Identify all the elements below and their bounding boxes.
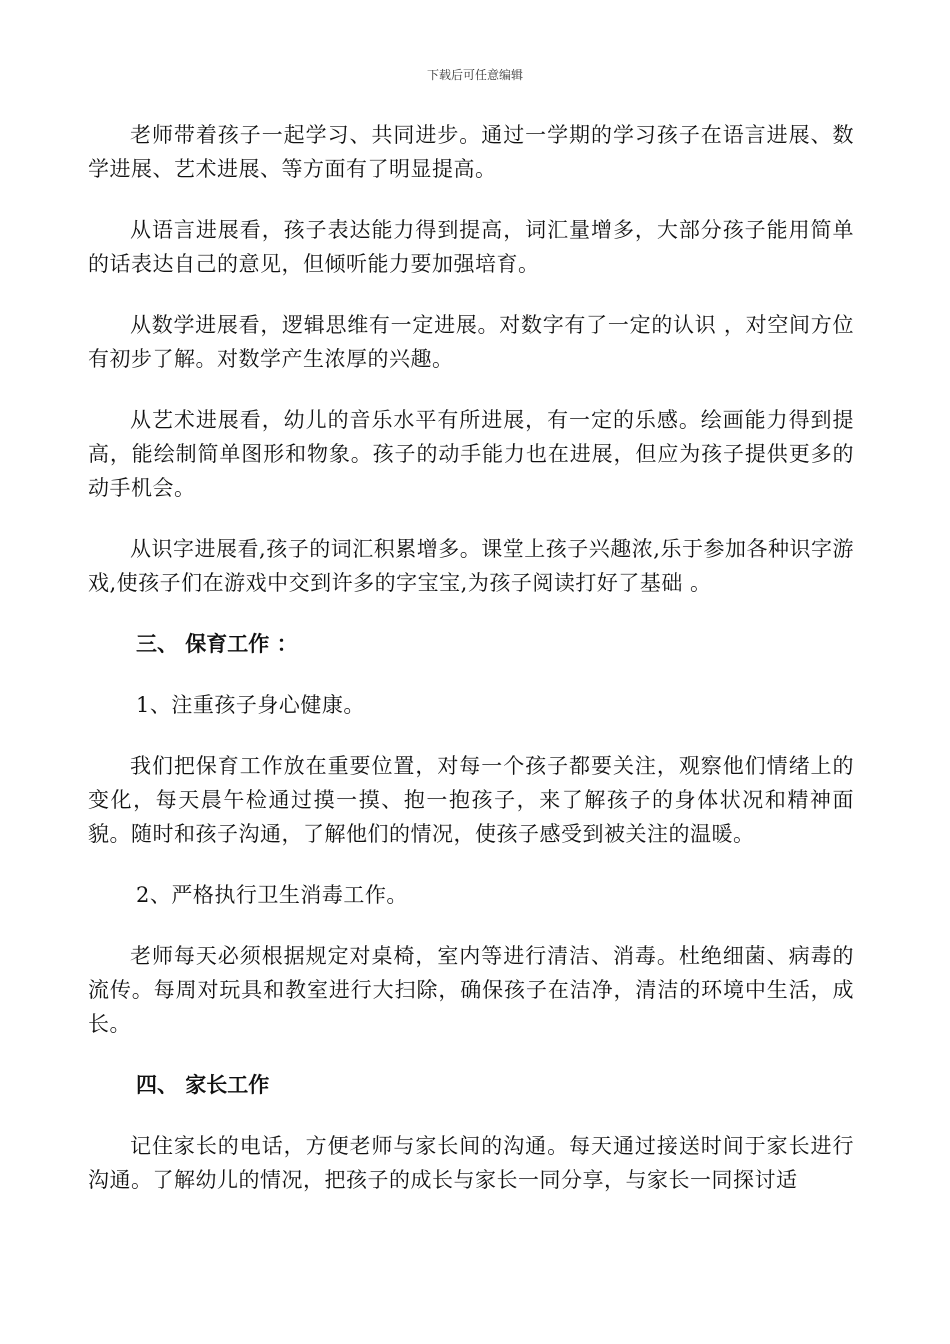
- document-body: [88, 118, 854, 1224]
- page-header-note: 下载后可任意编辑: [426, 68, 523, 82]
- paragraph-art: 从艺术进展看，幼儿的音乐水平有所进展，有一定的乐感。绘画能力得到提高，能绘制简单图形和物象。孩子的动手能力也在进展，但应为孩子提供更多的动手机会。: [88, 408, 854, 500]
- paragraph-math: 从数学进展看，逻辑思维有一定进展。对数字有了一定的认识 ，对空间方位有初步了解。对数学产生浓厚的兴趣。: [88, 313, 854, 371]
- list-item-hygiene: 2、严格执行卫生消毒工作。: [136, 883, 408, 907]
- paragraph-learning-progress: 老师带着孩子一起学习、共同进步。通过一学期的学习孩子在语言进展、数学进展、艺术进展、等方面有了明显提高。: [88, 123, 854, 181]
- paragraph-care: 我们把保育工作放在重要位置，对每一个孩子都要关注，观察他们情绪上的变化，每天晨午检通过摸一摸、抱一抱孩子，来了解孩子的身体状况和精神面貌。随时和孩子沟通，了解他们的情况，使孩子感受到被关注的温暖。: [88, 754, 854, 846]
- paragraph-parent-communication: 记住家长的电话，方便老师与家长间的沟通。每天通过接送时间于家长进行沟通。了解幼儿的情况，把孩子的成长与家长一同分享，与家长一同探讨适: [88, 1134, 854, 1192]
- list-item-health: 1、注重孩子身心健康。: [136, 693, 365, 717]
- section-heading-care-work: 三、 保育工作 ：: [136, 632, 298, 656]
- paragraph-language: 从语言进展看，孩子表达能力得到提高，词汇量增多，大部分孩子能用简单的话表达自己的意见，但倾听能力要加强培育。: [88, 218, 854, 276]
- paragraph-literacy: 从识字进展看,孩子的词汇积累增多。课堂上孩子兴趣浓,乐于参加各种识字游戏,使孩子们在游戏中交到许多的字宝宝,为孩子阅读打好了基础 。: [88, 537, 854, 595]
- paragraph-disinfection: 老师每天必须根据规定对桌椅，室内等进行清洁、消毒。杜绝细菌、病毒的流传。每周对玩具和教室进行大扫除，确保孩子在洁净，清洁的环境中生活，成长。: [88, 944, 854, 1036]
- section-heading-parent-work: 四、 家长工作: [136, 1073, 270, 1097]
